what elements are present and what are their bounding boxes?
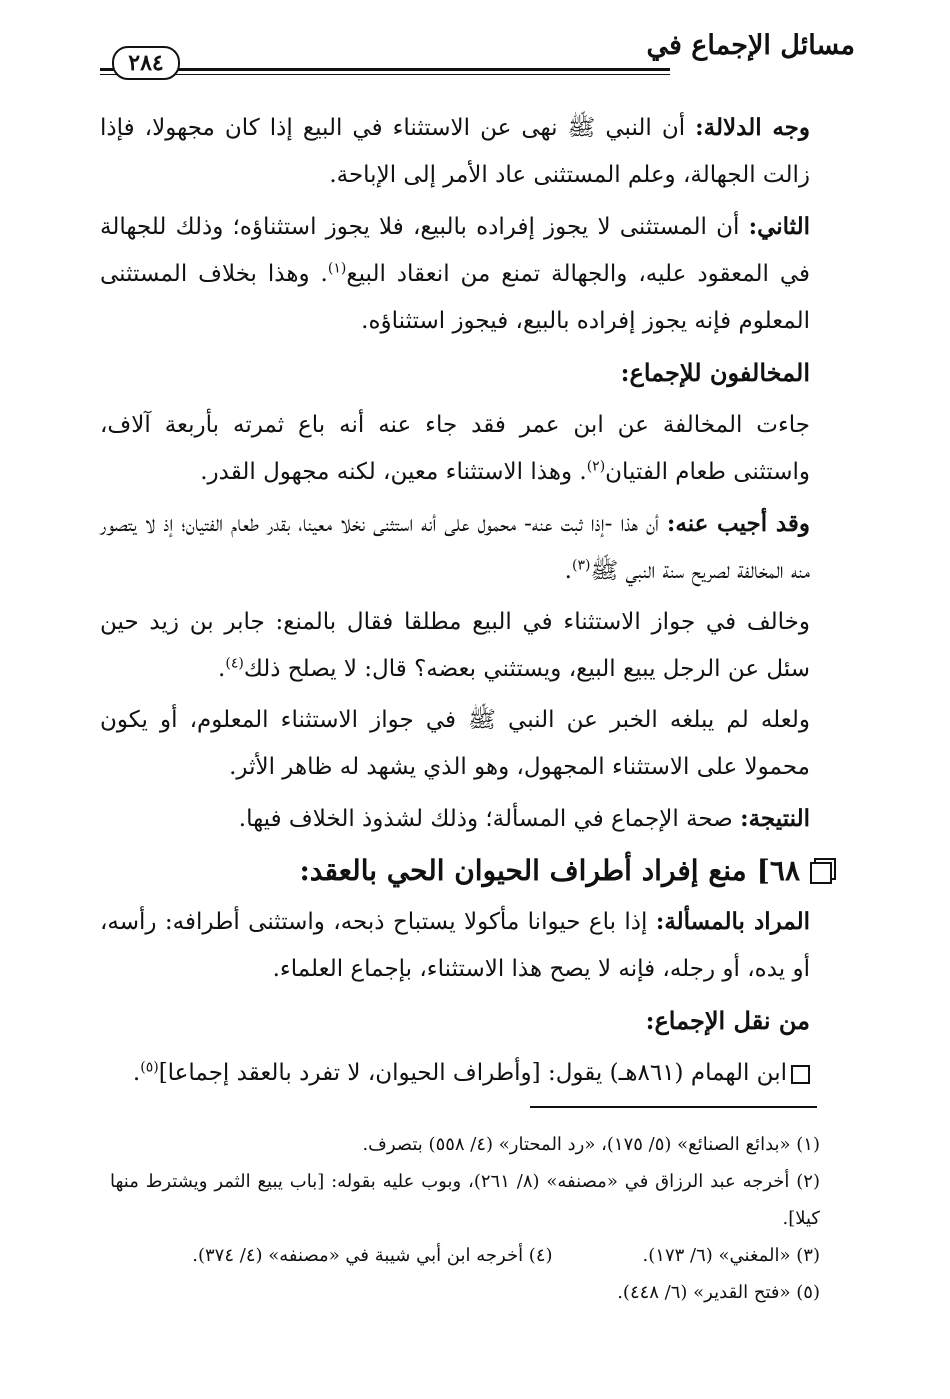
section-heading bbox=[100, 847, 810, 894]
header-rule bbox=[100, 68, 670, 71]
footnote-3: (٣) «المغني» (٦/ ١٧٣). bbox=[642, 1245, 820, 1266]
footnote-ref-4[interactable]: (٤) bbox=[225, 655, 244, 672]
paragraph-quote bbox=[100, 1050, 810, 1097]
result-label: النتيجة: bbox=[740, 805, 810, 832]
main-text bbox=[100, 104, 810, 1101]
bullet-square-icon bbox=[791, 1065, 810, 1084]
response-label: وقد أجيب عنه: bbox=[666, 510, 811, 537]
second-text-a: أن المستثنى لا يجوز إفراده بالبيع، فلا يجوز استثناؤه؛ وذلك للجهالة في المعقود عليه، والجهالة تمنع من انعقاد البيع bbox=[100, 214, 810, 287]
footnote-row-3-4 bbox=[110, 1237, 820, 1274]
opposition-text-b: . وهذا الاستثناء معين، لكنه مجهول القدر. bbox=[200, 459, 587, 485]
evidence-label: وجه الدلالة: bbox=[695, 114, 810, 141]
evidence-text: أن النبي ﷺ نهى عن الاستثناء في البيع إذا كان مجهولا، فإذا زالت الجهالة، وعلم المستثنى عاد الأمر إلى الإباحة. bbox=[100, 115, 810, 188]
footnote-separator bbox=[530, 1106, 817, 1108]
heading-opponents: المخالفون للإجماع: bbox=[620, 358, 810, 387]
section-marker-icon bbox=[810, 858, 836, 884]
footnotes bbox=[110, 1126, 820, 1311]
response-end: . bbox=[564, 558, 572, 584]
footnote-2: (٢) أخرجه عبد الرزاق في «مصنفه» (٨/ ٢٦١)، وبوب عليه بقوله: [باب يبيع الثمر ويشترط منها كيلا]. bbox=[110, 1171, 820, 1229]
paragraph-second bbox=[100, 203, 810, 345]
footnote-ref-3[interactable]: (٣) bbox=[571, 557, 591, 574]
footnote-ref-2[interactable]: (٢) bbox=[586, 458, 606, 475]
paragraph-opposition bbox=[100, 402, 810, 496]
footnote-ref-1[interactable]: (١) bbox=[327, 260, 347, 277]
running-title: مسائل الإجماع في bbox=[646, 30, 855, 61]
definition-label: المراد بالمسألة: bbox=[655, 908, 811, 935]
header-rule-thin bbox=[100, 74, 670, 75]
definition-text: إذا باع حيوانا مأكولا يستباح ذبحه، واستثنى أطرافه: رأسه، أو يده، أو رجله، فإنه لا يصح هذا الاستثناء، بإجماع العلماء. bbox=[100, 909, 810, 982]
second-label: الثاني: bbox=[748, 213, 810, 240]
paragraph-definition bbox=[100, 898, 810, 993]
footnote-4: (٤) أخرجه ابن أبي شيبة في «مصنفه» (٤/ ٣٧٤). bbox=[192, 1245, 553, 1266]
footnote-1: (١) «بدائع الصنائع» (٥/ ١٧٥)، «رد المحتار» (٤/ ٥٥٨) بتصرف. bbox=[362, 1134, 820, 1155]
response-text: أن هذا -إذا ثبت عنه- محمول على أنه استثنى نخلا معينا، بقدر طعام الفتيان؛ إذ لا يتصور منه المخالفة لصريح سنة النبي ﷺ bbox=[100, 511, 810, 584]
paragraph-explanation: ولعله لم يبلغه الخبر عن النبي ﷺ في جواز الاستثناء المعلوم، أو يكون محمولا على الاستثناء المجهول، وهو الذي يشهد له ظاهر الأثر. bbox=[100, 707, 810, 780]
quote-text: ابن الهمام (٨٦١هـ) يقول: [وأطراف الحيوان، لا تفرد بالعقد إجماعا] bbox=[158, 1060, 787, 1086]
result-text: صحة الإجماع في المسألة؛ وذلك لشذوذ الخلاف فيها. bbox=[238, 806, 741, 832]
footnote-ref-5[interactable]: (٥) bbox=[140, 1059, 159, 1076]
opposition-text-a: جاءت المخالفة عن ابن عمر فقد جاء عنه أنه باع ثمرته بأربعة آلاف، واستثنى طعام الفتيان bbox=[100, 412, 810, 485]
page-number: ٢٨٤ bbox=[112, 46, 180, 80]
section-number: ٦٨] bbox=[756, 854, 800, 887]
paragraph-response bbox=[100, 500, 810, 595]
paragraph-evidence bbox=[100, 104, 810, 199]
dissent-text: وخالف في جواز الاستثناء في البيع مطلقا فقال بالمنع: جابر بن زيد حين سئل عن الرجل يبيع البيع، ويستثني بعضه؟ قال: لا يصلح ذلك bbox=[100, 609, 810, 682]
heading-transmitters: من نقل الإجماع: bbox=[645, 1006, 810, 1035]
footnote-5: (٥) «فتح القدير» (٦/ ٤٤٨). bbox=[617, 1282, 820, 1303]
paragraph-result bbox=[100, 795, 810, 843]
section-title: منع إفراد أطراف الحيوان الحي بالعقد: bbox=[299, 854, 747, 887]
second-text-b: . وهذا بخلاف المستثنى المعلوم فإنه يجوز إفراده بالبيع، فيجوز استثناؤه. bbox=[100, 261, 810, 334]
running-header bbox=[100, 22, 855, 82]
quote-end: . bbox=[132, 1060, 141, 1086]
paragraph-dissent bbox=[100, 599, 810, 693]
dissent-end: . bbox=[218, 656, 226, 682]
